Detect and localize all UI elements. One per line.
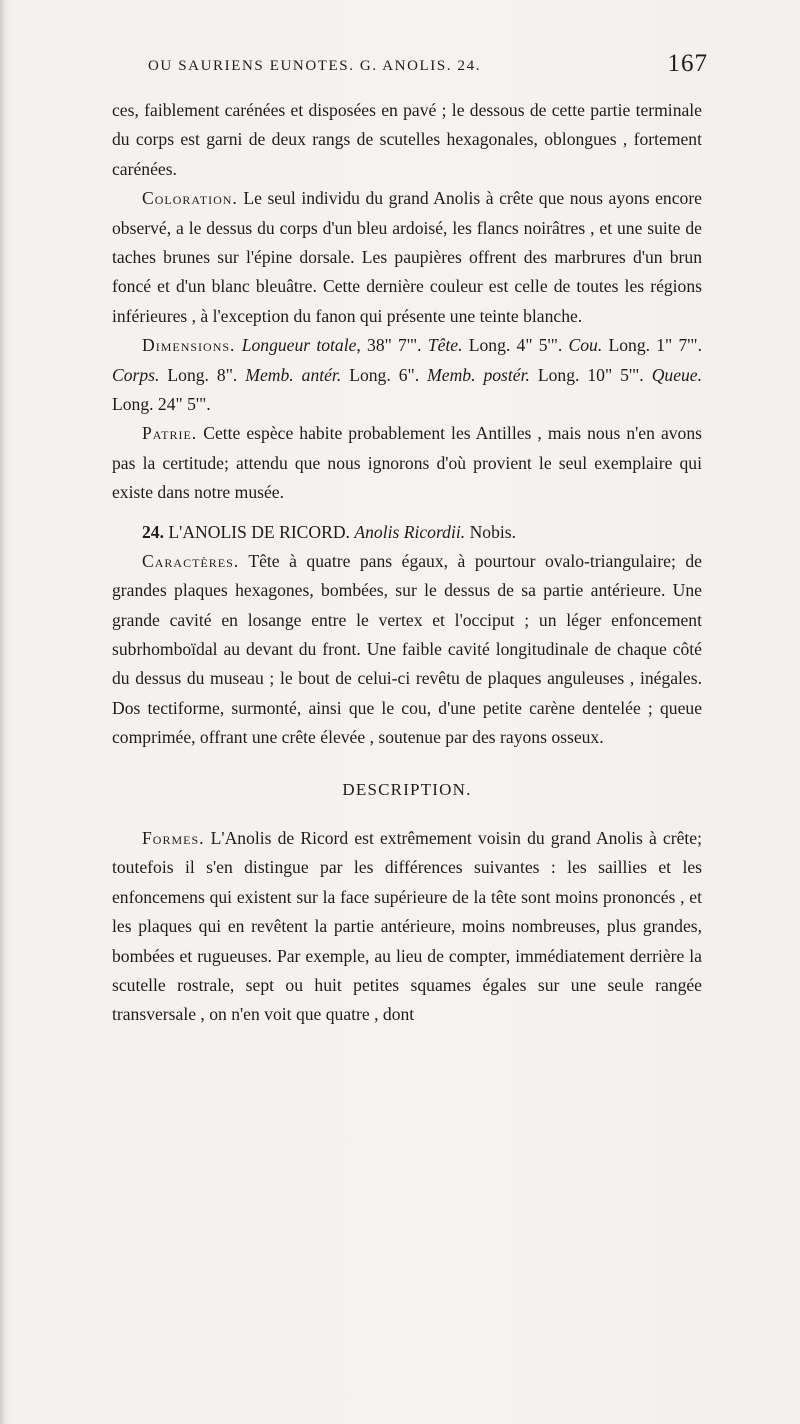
patrie-text: Cette espèce habite probablement les Antilles , mais nous n'en avons pas la certitude; attendu que nous ignorons d'où provient le seul exemplaire qui existe dans notre musée. [112, 423, 702, 503]
dimension-value: Long. 4" 5'". [468, 335, 563, 356]
formes-text: L'Anolis de Ricord est extrêmement voisin du grand Anolis à crête; toutefois il s'en distingue par les différences suivantes : les saillies et les enfoncemens qui existent sur la face supérieure de la tête sont moins prononcés , et les plaques qui en revêtent la partie antérieure, moins nombreuses, plus grandes, bombées et rugueuses. Par exemple, au lieu de compter, immédiatement derrière la scutelle rostrale, sept ou huit petites squames égales sur une seule rangée transversale , on n'en voit que quatre , dont [112, 827, 702, 1025]
paragraph-continuation: ces, faiblement carénées et disposées en pavé ; le dessous de cette partie terminale du corps est garni de deux rangs de scutelles hexagonales, oblongues , fortement carénées. [112, 100, 702, 179]
paragraph-formes [112, 824, 702, 1030]
coloration-label: Coloration. [142, 188, 238, 209]
formes-label: Formes. [142, 827, 205, 848]
dimension-label: Memb. antér. [245, 364, 342, 385]
caracteres-text: Tête à quatre pans égaux, à pourtour ovalo-triangulaire; de grandes plaques hexagones, bombées, sur le dessus de sa partie antérieure. Une grande cavité en losange entre le vertex et l'occiput ; un léger enfoncement subrhomboïdal au devant du front. Une faible cavité longitudinale de chaque côté du dessus du museau ; le bout de celui-ci revêtu de plaques anguleuses , inégales. Dos tectiforme, surmonté, ainsi que le cou, d'une petite carène dentelée ; queue comprimée, offrant une crête élevée , soutenue par des rayons osseux. [112, 550, 702, 748]
description-heading: DESCRIPTION. [342, 779, 472, 799]
species-number: 24. [142, 521, 164, 542]
dimension-value: Long. 8". [167, 364, 238, 385]
caracteres-label: Caractères. [142, 550, 240, 571]
dimension-label: Memb. postér. [427, 364, 530, 385]
page-edge [0, 0, 6, 1424]
patrie-label: Patrie. [142, 423, 198, 444]
dimension-value: Long. 1" 7'". [608, 335, 702, 356]
dimension-value: , 38" 7'". [356, 335, 422, 356]
dimension-label: Cou. [568, 335, 603, 356]
paragraph-dimensions [112, 331, 702, 419]
page-header [148, 50, 708, 84]
species-heading [112, 518, 702, 547]
dimension-label: Queue. [651, 364, 703, 385]
dimension-label: Longueur totale [241, 335, 357, 356]
dimension-value: Long. 6". [349, 364, 420, 385]
dimension-value: Long. 10" 5'". [537, 364, 644, 385]
coloration-text: Le seul individu du grand Anolis à crête que nous ayons encore observé, a le dessus du corps d'un bleu ardoisé, les flancs noirâtres , et une suite de taches brunes sur l'épine dorsale. Les paupières offrent des marbrures d'un brun foncé et d'un blanc bleuâtre. Cette dernière couleur est celle de toutes les régions inférieures , à l'exception du fanon qui présente une teinte blanche. [112, 188, 702, 326]
species-title: L'ANOLIS DE RICORD. [168, 521, 350, 542]
dimension-label: Corps. [112, 364, 160, 385]
species-latin-name: Anolis Ricordii. [354, 521, 466, 542]
dimension-value: Long. 24" 5'". [112, 394, 211, 415]
body-text [112, 96, 702, 1030]
page-number: 167 [667, 50, 708, 77]
running-head: OU SAURIENS EUNOTES. G. ANOLIS. 24. [148, 58, 482, 74]
dimension-label: Tête. [427, 335, 463, 356]
paragraph-patrie [112, 419, 702, 507]
dimensions-label: Dimensions. [142, 335, 236, 356]
species-author: Nobis. [469, 521, 516, 542]
paragraph-coloration [112, 184, 702, 331]
paragraph-caracteres [112, 547, 702, 753]
